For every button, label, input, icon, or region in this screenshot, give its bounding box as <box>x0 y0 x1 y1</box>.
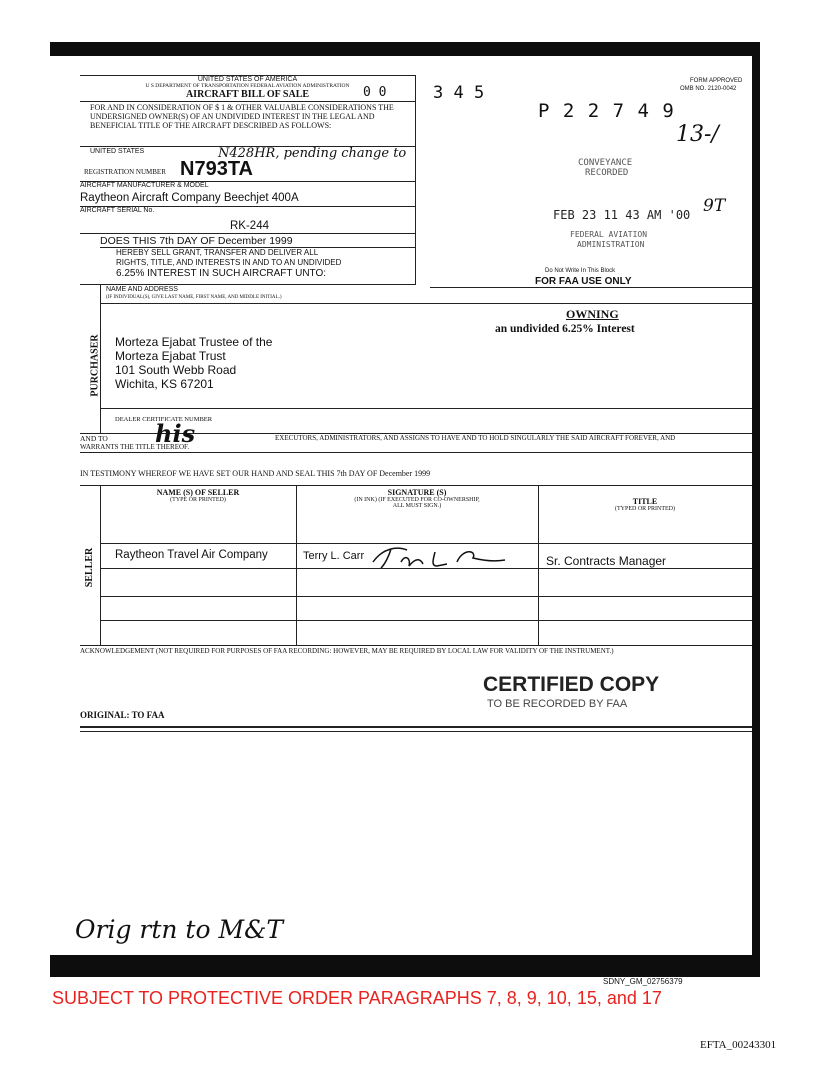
seller-col3-title-text: TITLE <box>632 497 658 506</box>
seller-col2-title-text: SIGNATURE (S) <box>387 488 447 497</box>
seller-side-label: SELLER <box>84 547 96 588</box>
seller-col1-title-text: NAME (S) OF SELLER <box>156 488 240 497</box>
manufacturer-label: AIRCRAFT MANUFACTURER & MODEL <box>80 182 209 189</box>
seller-col2-sub: (IN INK) (IF EXECUTED FOR CO-OWNERSHIP, ALL MUST SIGN.) <box>354 497 480 509</box>
seller-col3-sub: (TYPED OR PRINTED) <box>615 506 675 512</box>
seller-col3-title <box>538 497 752 512</box>
testimony-text: IN TESTIMONY WHEREOF WE HAVE SET OUR HAND AND SEAL THIS 7th DAY OF December 1999 <box>80 469 431 478</box>
registration-label: REGISTRATION NUMBER <box>84 168 166 176</box>
registration-number: N793TA <box>180 158 253 180</box>
purchaser-line3: 101 South Webb Road <box>115 363 237 377</box>
serial-label: AIRCRAFT SERIAL No. <box>80 207 155 214</box>
warranty-and-to: AND TO <box>80 434 108 443</box>
top-scan-bar <box>50 42 760 56</box>
purchaser-name-label: NAME AND ADDRESS <box>106 286 178 293</box>
acknowledgement-text: ACKNOWLEDGEMENT (NOT REQUIRED FOR PURPOSES OF FAA RECORDING: HOWEVER, MAY BE REQUIRED BY LOCAL LAW FOR VALIDITY OF THE INSTRUMENT.) <box>80 647 614 655</box>
bottom-scan-bar <box>50 955 760 977</box>
faa-note: Do Not Write In This Block <box>545 268 616 274</box>
faa-stamp3: FEDERAL AVIATION <box>570 230 648 239</box>
certified-sub: TO BE RECORDED BY FAA <box>487 698 628 710</box>
sale-line3: RIGHTS, TITLE, AND INTERESTS IN AND TO AN UNDIVIDED <box>116 258 342 267</box>
omb-number: OMB NO. 2120-0042 <box>680 86 737 92</box>
doc-title: AIRCRAFT BILL OF SALE <box>185 89 310 100</box>
owning-label: OWNING <box>566 307 619 321</box>
purchaser-side-label: PURCHASER <box>89 334 101 397</box>
handwritten-note: Orig rtn to M&T <box>75 915 284 944</box>
warranty-text: EXECUTORS, ADMINISTRATORS, AND ASSIGNS TO HAVE AND TO HOLD SINGULARLY THE SAID AIRCRAFT FOREVER, AND <box>275 434 676 442</box>
seller-col1-title <box>100 488 296 503</box>
warranty-handwritten: his <box>155 419 196 448</box>
dealer-label: DEALER CERTIFICATE NUMBER <box>115 416 213 423</box>
warranty-line2: WARRANTS THE TITLE THEREOF. <box>80 443 190 451</box>
serial-value: RK-244 <box>230 220 269 232</box>
page-ref: 13-/ <box>676 122 719 147</box>
faa-stamp4: ADMINISTRATION <box>577 240 645 249</box>
faa-stamp2: RECORDED <box>585 168 629 178</box>
seller-col1-sub: (TYPE OR PRINTED) <box>170 497 226 503</box>
seller-title: Sr. Contracts Manager <box>546 554 667 568</box>
faa-stamp-initials: 9T <box>703 196 726 216</box>
stamped-digits: 0 0 <box>363 85 387 100</box>
certified-title: CERTIFIED COPY <box>483 673 660 696</box>
faa-stamp1: CONVEYANCE <box>578 158 633 168</box>
purchaser-line1: Morteza Ejabat Trustee of the <box>115 335 273 349</box>
agency-line2: U S DEPARTMENT OF TRANSPORTATION FEDERAL AVIATION ADMINISTRATION <box>145 83 350 89</box>
bates-number: SDNY_GM_02756379 <box>603 977 683 986</box>
seller-name: Raytheon Travel Air Company <box>115 549 268 561</box>
united-states-label: UNITED STATES <box>90 148 145 155</box>
purchaser-line4: Wichita, KS 67201 <box>115 377 214 391</box>
doc-number: 3 4 5 <box>433 83 485 103</box>
efta-number: EFTA_00243301 <box>700 1039 777 1051</box>
protective-order: SUBJECT TO PROTECTIVE ORDER PARAGRAPHS 7, 8, 9, 10, 15, and 17 <box>52 988 662 1008</box>
right-scan-edge <box>752 56 760 960</box>
seller-col2-title <box>296 488 538 509</box>
consideration-text: FOR AND IN CONSIDERATION OF $ 1 & OTHER VALUABLE CONSIDERATIONS THE UNDERSIGNED OWNER(S) OF AN UNDIVIDED INTEREST IN THE LEGAL AND BENEFICIAL TITLE OF THE AIRCRAFT DESCRIBED AS FOLLOWS: <box>90 103 394 130</box>
sale-day: DOES THIS 7th DAY OF December 1999 <box>100 235 293 247</box>
registration-handwritten: N428HR, pending change to <box>218 146 407 161</box>
owning-text: an undivided 6.25% Interest <box>495 323 635 335</box>
purchaser-line2: Morteza Ejabat Trust <box>115 349 226 363</box>
purchaser-name-hint: (IF INDIVIDUAL(S), GIVE LAST NAME, FIRST NAME, AND MIDDLE INITIAL.) <box>106 295 282 300</box>
p-number: P 2 2 7 4 9 <box>538 100 675 122</box>
manufacturer-value: Raytheon Aircraft Company Beechjet 400A <box>80 192 299 204</box>
seller-signer: Terry L. Carr <box>303 550 365 562</box>
faa-use-label: FOR FAA USE ONLY <box>535 276 632 287</box>
agency-line1: UNITED STATES OF AMERICA <box>197 76 298 83</box>
sale-line2: HEREBY SELL GRANT, TRANSFER AND DELIVER ALL <box>116 248 319 257</box>
sale-line4: 6.25% INTEREST IN SUCH AIRCRAFT UNTO: <box>116 268 327 279</box>
original-label: ORIGINAL: TO FAA <box>80 710 165 720</box>
faa-stamp-date: FEB 23 11 43 AM '00 <box>553 208 691 222</box>
form-approved: FORM APPROVED <box>690 78 743 84</box>
